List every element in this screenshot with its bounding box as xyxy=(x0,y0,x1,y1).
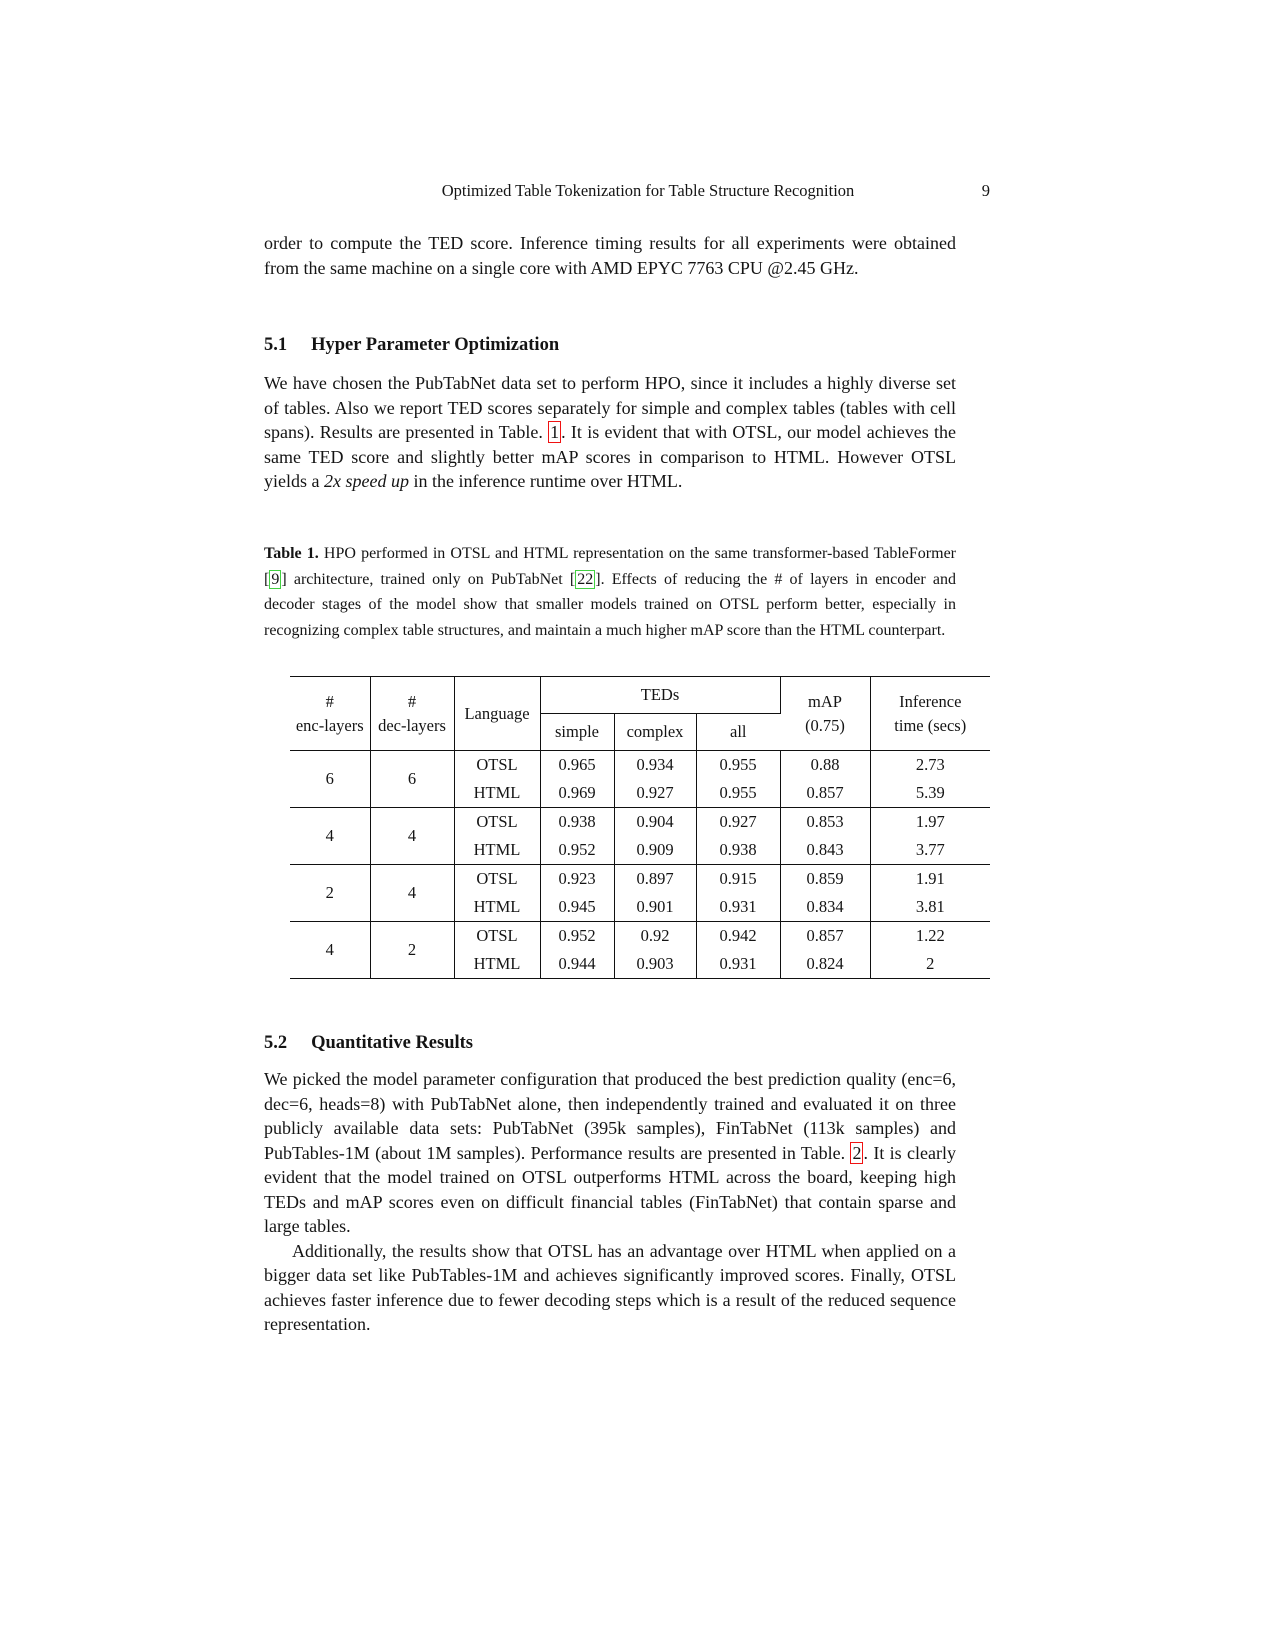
table-row xyxy=(290,922,990,951)
table-row xyxy=(290,865,990,894)
header-line: (0.75) xyxy=(805,715,845,735)
cell-map: 0.824 xyxy=(780,950,870,979)
cell-dec-layers: 4 xyxy=(370,865,454,922)
text-segment: . It is clearly evident that the model trained on OTSL outperforms HTML across the board, keeping high TEDs and mAP scores even on difficult financial tables (FinTabNet) that contain sparse and large tables. xyxy=(264,1142,956,1236)
cell-inference-time: 3.77 xyxy=(915,840,945,859)
cell-teds-simple: 0.938 xyxy=(540,808,614,837)
cell-teds-all: 0.927 xyxy=(696,808,780,837)
cell-map: 0.857 xyxy=(780,779,870,808)
section-5-2-heading xyxy=(264,1033,473,1054)
text-segment: . It is evident that with OTSL, our model achieves the same TED score and slightly better mAP scores in comparison to HTML. However OTSL yields a xyxy=(264,422,956,491)
cell-inference-time: 1.91 xyxy=(870,865,990,894)
cell-language: OTSL xyxy=(454,922,540,951)
section-5-2-paragraph-2: Additionally, the results show that OTSL has an advantage over HTML when applied on a bigger data set like PubTables-1M and achieves significantly improved scores. Finally, OTSL achieves faster inference due to fewer decoding steps which is a result of the reduced sequence representation. xyxy=(264,1240,956,1334)
table-1-wrapper xyxy=(290,676,990,979)
cell-enc-layers: 4 xyxy=(290,922,370,979)
intro-paragraph: order to compute the TED score. Inference timing results for all experiments were obtained from the same machine on a single core with AMD EPYC 7763 CPU @2.45 GHz. xyxy=(264,233,956,278)
cell-teds-complex: 0.92 xyxy=(614,922,696,951)
col-header-inference-time xyxy=(870,677,990,751)
cell-map: 0.857 xyxy=(780,922,870,951)
cell-enc-layers: 4 xyxy=(290,808,370,865)
cell-teds-all: 0.955 xyxy=(696,779,780,808)
cell-language: HTML xyxy=(454,950,540,979)
section-5-2-paragraph-1 xyxy=(264,1067,956,1239)
section-title: Quantitative Results xyxy=(311,1033,473,1053)
cell-teds-all: 0.938 xyxy=(696,836,780,865)
cell-dec-layers: 2 xyxy=(370,922,454,979)
cell-language: OTSL xyxy=(454,865,540,894)
cell-map: 0.834 xyxy=(780,893,870,922)
header-line: # xyxy=(407,691,417,711)
cell-map: 0.88 xyxy=(780,751,870,780)
cell-teds-simple: 0.952 xyxy=(540,836,614,865)
cell-teds-complex: 0.934 xyxy=(614,751,696,780)
cell-teds-simple: 0.945 xyxy=(540,893,614,922)
cell-teds-simple: 0.944 xyxy=(540,950,614,979)
section-5-1-body-block xyxy=(264,371,956,494)
section-5-2-body-block xyxy=(264,1067,956,1337)
cell-teds-all: 0.931 xyxy=(696,893,780,922)
table-header-row xyxy=(290,677,990,714)
cell-teds-complex: 0.901 xyxy=(614,893,696,922)
cell-teds-all: 0.942 xyxy=(696,922,780,951)
header-line: # xyxy=(325,691,334,711)
cell-enc-layers: 6 xyxy=(290,751,370,808)
cell-teds-simple: 0.923 xyxy=(540,865,614,894)
text-segment: in the inference runtime over HTML. xyxy=(408,471,683,491)
col-header-teds-simple: simple xyxy=(540,714,614,751)
col-header-teds-complex: complex xyxy=(614,714,696,751)
cell-inference-time: 3.81 xyxy=(915,897,945,916)
citation-link[interactable]: 9 xyxy=(271,570,280,588)
cell-inference-time: 1.97 xyxy=(870,808,990,837)
cell-inference-time: 1.22 xyxy=(870,922,990,951)
header-line: Inference xyxy=(899,691,962,711)
col-header-teds-all: all xyxy=(730,722,747,741)
cell-teds-simple: 0.969 xyxy=(540,779,614,808)
table-ref-link[interactable]: 1 xyxy=(550,422,560,442)
section-title: Hyper Parameter Optimization xyxy=(311,335,560,355)
hpo-results-table xyxy=(290,676,990,979)
cell-teds-complex: 0.903 xyxy=(614,950,696,979)
table-1-caption xyxy=(264,541,956,643)
cell-inference-time: 2.73 xyxy=(870,751,990,780)
cell-teds-complex: 0.897 xyxy=(614,865,696,894)
col-header-map xyxy=(780,677,870,751)
cell-dec-layers: 4 xyxy=(370,808,454,865)
table-1-caption-block xyxy=(264,541,956,643)
col-header-teds-group: TEDs xyxy=(540,677,780,714)
cell-language: OTSL xyxy=(454,808,540,837)
section-number: 5.1 xyxy=(264,335,288,355)
cell-inference-time: 5.39 xyxy=(915,783,945,802)
cell-teds-complex: 0.904 xyxy=(614,808,696,837)
header-line: mAP xyxy=(808,691,842,711)
cell-language: HTML xyxy=(454,836,540,865)
text-segment: We have chosen the PubTabNet data set to perform HPO, since it includes a highly diverse set of tables. Also we report TED scores separately for simple and complex tables (tables with cell spans). Results are presented in Table. xyxy=(264,373,956,442)
header-line: time (secs) xyxy=(894,715,967,735)
col-header-dec-layers xyxy=(370,677,454,751)
cell-language: HTML xyxy=(454,779,540,808)
header-line: dec-layers xyxy=(378,715,446,735)
cell-enc-layers: 2 xyxy=(290,865,370,922)
cell-teds-all: 0.915 xyxy=(696,865,780,894)
text-segment: ] architecture, trained only on PubTabNet [ xyxy=(281,570,576,588)
cell-map: 0.853 xyxy=(780,808,870,837)
text-segment: ]. Effects of reducing the # of layers in encoder and decoder stages of the model show that smaller models trained on OTSL perform better, especially in recognizing complex table structures, and maintain a much higher mAP score than the HTML counterpart. xyxy=(264,570,957,639)
cell-teds-all: 0.931 xyxy=(696,950,780,979)
text-segment: Table 1. xyxy=(264,545,319,562)
col-header-language: Language xyxy=(454,677,540,751)
cell-teds-complex: 0.927 xyxy=(614,779,696,808)
citation-link[interactable]: 22 xyxy=(577,570,594,588)
cell-map: 0.843 xyxy=(780,836,870,865)
cell-language: OTSL xyxy=(454,751,540,780)
header-line: enc-layers xyxy=(295,715,364,735)
running-head-title: Optimized Table Tokenization for Table Structure Recognition xyxy=(441,181,855,200)
table-row xyxy=(290,808,990,837)
cell-dec-layers: 6 xyxy=(370,751,454,808)
cell-teds-simple: 0.952 xyxy=(540,922,614,951)
text-segment: We picked the model parameter configuration that produced the best prediction quality (enc=6, dec=6, heads=8) with PubTabNet alone, then independently trained and evaluated it on three publicly available data sets: PubTabNet (395k samples), FinTabNet (113k samples) and PubTables-1M (about 1M samples). Performance results are presented in Table. xyxy=(264,1069,956,1163)
section-5-1-heading xyxy=(264,335,559,356)
text-segment: 2x speed up xyxy=(324,471,409,491)
page-number: 9 xyxy=(981,181,990,200)
col-header-enc-layers xyxy=(290,677,370,751)
intro-paragraph-block xyxy=(264,231,956,280)
table-row xyxy=(290,751,990,780)
cell-teds-simple: 0.965 xyxy=(540,751,614,780)
cell-inference-time: 2 xyxy=(926,954,935,973)
section-number: 5.2 xyxy=(264,1033,288,1053)
cell-teds-all: 0.955 xyxy=(696,751,780,780)
text-segment: HPO performed in OTSL and HTML representation on the same transformer-based TableFormer [ xyxy=(264,545,957,588)
table-ref-link[interactable]: 2 xyxy=(852,1142,862,1163)
section-5-1-paragraph xyxy=(264,371,956,494)
cell-language: HTML xyxy=(454,893,540,922)
cell-teds-complex: 0.909 xyxy=(614,836,696,865)
cell-map: 0.859 xyxy=(780,865,870,894)
